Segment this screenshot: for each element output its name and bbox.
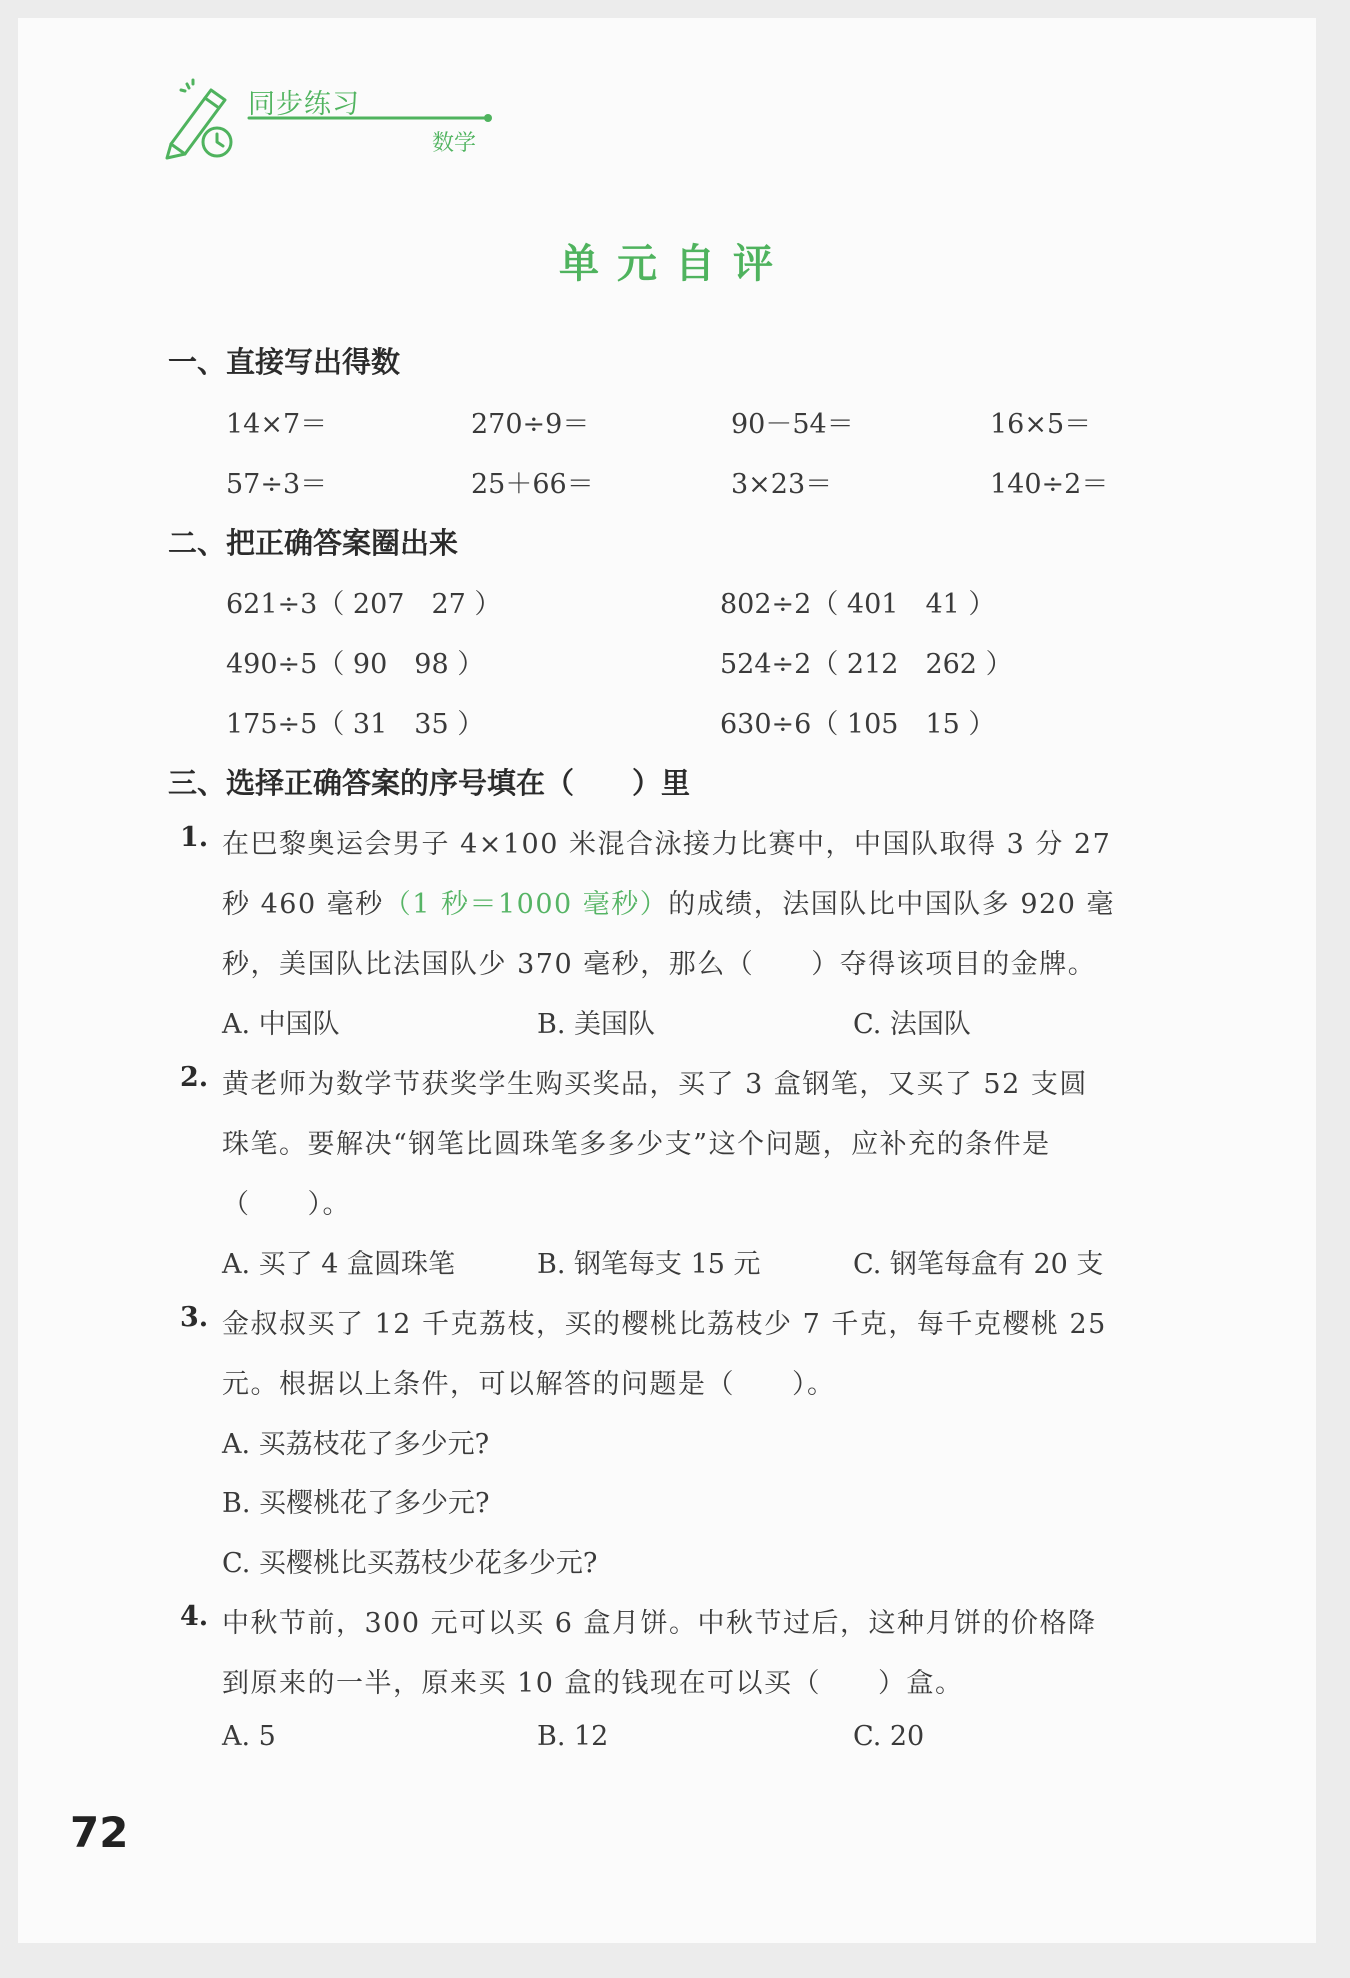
circle-item: 621÷3（ 207 27 ） — [226, 589, 502, 620]
calc-item: 16×5＝ — [990, 409, 1092, 440]
calc-item: 3×23＝ — [731, 469, 833, 500]
calc-item: 57÷3＝ — [226, 469, 328, 500]
calc-item: 14×7＝ — [226, 409, 328, 440]
question-text: （ ）。 — [222, 1189, 351, 1220]
question-text: 到原来的一半，原来买 10 盒的钱现在可以买（ ）盒。 — [222, 1668, 964, 1699]
question-number: 3. — [180, 1302, 209, 1333]
brand-title: 同步练习 — [248, 89, 360, 120]
question-number: 4. — [180, 1601, 209, 1632]
page-title: 单元自评 — [559, 241, 791, 287]
circle-item: 175÷5（ 31 35 ） — [226, 709, 485, 740]
option-a: A. 中国队 — [222, 1009, 340, 1040]
calc-item: 25＋66＝ — [471, 469, 594, 500]
question-text: 秒 460 毫秒（1 秒＝1000 毫秒）的成绩，法国队比中国队多 920 毫 — [222, 889, 1115, 920]
question-text: 黄老师为数学节获奖学生购买奖品，买了 3 盒钢笔，又买了 52 支圆 — [222, 1069, 1088, 1100]
circle-item: 490÷5（ 90 98 ） — [226, 649, 485, 680]
calc-item: 90－54＝ — [731, 409, 854, 440]
option-c: C. 20 — [853, 1721, 925, 1752]
calc-item: 270÷9＝ — [471, 409, 590, 440]
section-heading-3: 三、选择正确答案的序号填在（ ）里 — [168, 766, 691, 800]
circle-item: 524÷2（ 212 262 ） — [720, 649, 1013, 680]
section-heading-2: 二、把正确答案圈出来 — [168, 526, 459, 560]
option-a: A. 5 — [222, 1721, 276, 1752]
unit-hint: （1 秒＝1000 毫秒） — [383, 889, 669, 920]
question-text: 中秋节前，300 元可以买 6 盒月饼。中秋节过后，这种月饼的价格降 — [222, 1608, 1097, 1639]
circle-item: 802÷2（ 401 41 ） — [720, 589, 996, 620]
option-c: C. 买樱桃比买荔枝少花多少元? — [222, 1548, 598, 1579]
option-a: A. 买荔枝花了多少元? — [222, 1429, 490, 1460]
option-c: C. 钢笔每盒有 20 支 — [853, 1249, 1104, 1280]
brand-subject: 数学 — [432, 131, 477, 156]
option-b: B. 12 — [537, 1721, 609, 1752]
question-text: 在巴黎奥运会男子 4×100 米混合泳接力比赛中，中国队取得 3 分 27 — [222, 829, 1112, 860]
circle-item: 630÷6（ 105 15 ） — [720, 709, 996, 740]
section-heading-1: 一、直接写出得数 — [168, 345, 401, 379]
question-text: 元。根据以上条件，可以解答的问题是（ ）。 — [222, 1369, 836, 1400]
option-a: A. 买了 4 盒圆珠笔 — [222, 1249, 456, 1280]
question-number: 2. — [180, 1062, 209, 1093]
option-c: C. 法国队 — [853, 1009, 971, 1040]
question-text: 金叔叔买了 12 千克荔枝，买的樱桃比荔枝少 7 千克，每千克樱桃 25 — [222, 1309, 1107, 1340]
option-b: B. 美国队 — [537, 1009, 656, 1040]
option-b: B. 钢笔每支 15 元 — [537, 1249, 761, 1280]
calc-item: 140÷2＝ — [990, 469, 1109, 500]
question-text: 珠笔。要解决“钢笔比圆珠笔多多少支”这个问题，应补充的条件是 — [222, 1129, 1051, 1160]
option-b: B. 买樱桃花了多少元? — [222, 1488, 490, 1519]
question-number: 1. — [180, 822, 209, 853]
page-number: 72 — [70, 1808, 129, 1857]
question-text: 秒，美国队比法国队少 370 毫秒，那么（ ）夺得该项目的金牌。 — [222, 949, 1097, 980]
